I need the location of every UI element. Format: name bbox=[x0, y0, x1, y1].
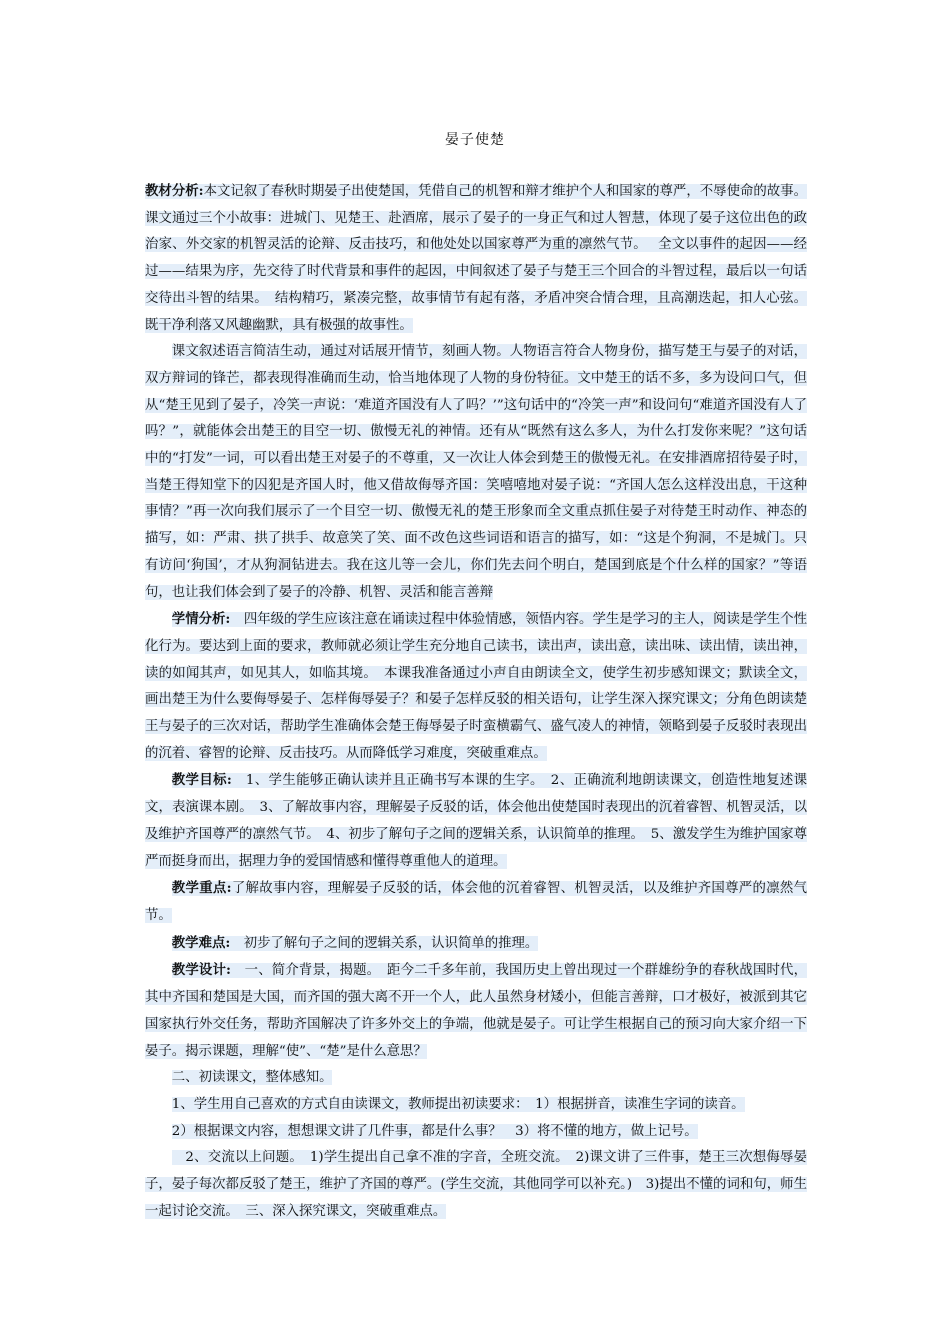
paragraph-language-analysis bbox=[145, 339, 807, 606]
paragraph-text: 二、初读课文，整体感知。 bbox=[171, 1070, 333, 1086]
paragraph-text: 2）根据课文内容，想想课文讲了几件事，都是什么事？ 3）将不懂的地方，做上记号。 bbox=[171, 1123, 698, 1139]
section-label: 教材分析: bbox=[145, 183, 204, 199]
paragraph-step-two-2 bbox=[145, 1145, 807, 1225]
document-title: 晏子使楚 bbox=[445, 132, 505, 148]
paragraph-teaching-difficulty bbox=[145, 930, 807, 958]
paragraph-text: 2、交流以上问题。 1)学生提出自己拿不准的字音，全班交流。 2)课文讲了三件事，楚王三次想侮辱晏子，晏子每次都反驳了楚王，维护了齐国的尊严。(学生交流，其他同学可以补充。) 3)提出不懂的词和句，师生一起讨论交流。 三、深入探究课文，突破重难点。 bbox=[145, 1150, 807, 1219]
paragraph-text: 了解故事内容，理解晏子反驳的话，体会他的沉着睿智、机智灵活，以及维护齐国尊严的凛然气节。 bbox=[145, 881, 807, 923]
section-label: 教学目标: bbox=[171, 772, 232, 789]
paragraph-text: 初步了解句子之间的逻辑关系，认识简单的推理。 bbox=[230, 935, 539, 951]
paragraph-learner-analysis bbox=[145, 606, 807, 767]
section-label: 教学重点: bbox=[171, 880, 232, 897]
paragraph-text: 一、简介背景，揭题。 距今二千多年前，我国历史上曾出现过一个群雄纷争的春秋战国时代，其中齐国和楚国是大国，而齐国的强大离不开一个人，此人虽然身材矮小，但能言善辩，口才极好，被派到其它国家执行外交任务，帮助齐国解决了许多外交上的争端，他就是晏子。可让学生根据自己的预习向大家介绍一下晏子。揭示课题，理解“使”、“楚”是什么意思？ bbox=[145, 963, 807, 1059]
paragraph-teaching-focus bbox=[145, 875, 807, 929]
paragraph-teaching-goals bbox=[145, 767, 807, 875]
section-label: 教学难点: bbox=[171, 934, 231, 951]
paragraph-text: 课文叙述语言简洁生动，通过对话展开情节，刻画人物。人物语言符合人物身份，描写楚王与晏子的对话，双方辩词的锋芒，都表现得准确而生动，恰当地体现了人物的身份特征。文中楚王的话不多，多为设问口气，但从“楚王见到了晏子，冷笑一声说：‘难道齐国没有人了吗？’”这句话中的“冷笑一声”和设问句“难道齐国没有人了吗？”，就能体会出楚王的目空一切、傲慢无礼的神情。还有从“既然有这么多人，为什么打发你来呢？”这句话中的“打发”一词，可以看出楚王对晏子的不尊重，又一次让人体会到楚王的傲慢无礼。在安排酒席招待晏子时，当楚王得知堂下的囚犯是齐国人时，他又借故侮辱齐国：笑嘻嘻地对晏子说：“齐国人怎么这样没出息，干这种事情？”再一次向我们展示了一个目空一切、傲慢无礼的楚王形象而全文重点抓住晏子对待楚王时动作、神态的描写，如：严肃、拱了拱手、故意笑了笑、面不改色这些词语和语言的描写，如：“这是个狗洞，不是城门。只有访问‘狗国’，才从狗洞钻进去。我在这儿等一会儿，你们先去问个明白，楚国到底是个什么样的国家？”等语句，也让我们体会到了晏子的冷静、机智、灵活和能言善辩 bbox=[145, 344, 807, 600]
paragraph-textbook-analysis bbox=[145, 178, 807, 339]
section-label: 学情分析: bbox=[171, 611, 231, 628]
paragraph-text: 本文记叙了春秋时期晏子出使楚国，凭借自己的机智和辩才维护个人和国家的尊严，不辱使命的故事。课文通过三个小故事：进城门、见楚王、赴酒席，展示了晏子的一身正气和过人智慧，体现了晏子这位出色的政治家、外交家的机智灵活的论辩、反击技巧，和他处处以国家尊严为重的凛然气节。 全文以事件的起因——经过——结果为序，先交待了时代背景和事件的起因，中间叙述了晏子与楚王三个回合的斗智过程，最后以一句话交待出斗智的结果。 结构精巧，紧凑完整，故事情节有起有落，矛盾冲突合情合理，且高潮迭起，扣人心弦。既干净利落又风趣幽默，具有极强的故事性。 bbox=[145, 184, 808, 333]
section-label: 教学设计: bbox=[171, 962, 231, 979]
paragraph-step-two-1b bbox=[145, 1119, 807, 1146]
paragraph-step-two bbox=[145, 1065, 807, 1092]
paragraph-text: 四年级的学生应该注意在诵读过程中体验情感，领悟内容。学生是学习的主人，阅读是学生个性化行为。要达到上面的要求，教师就必须让学生充分地自己读书，读出声，读出意，读出味、读出情，读出神，读的如闻其声，如见其人，如临其境。 本课我准备通过小声自由朗读全文，使学生初步感知课文；默读全文，画出楚王为什么要侮辱晏子、怎样侮辱晏子？和晏子怎样反驳的相关语句，让学生深入探究课文；分角色朗读楚王与晏子的三次对话，帮助学生准确体会楚王侮辱晏子时蛮横霸气、盛气凌人的神情，领略到晏子反驳时表现出的沉着、睿智的论辩、反击技巧。从而降低学习难度，突破重难点。 bbox=[145, 612, 807, 761]
paragraph-text: 1、学生能够正确认读并且正确书写本课的生字。 2、正确流利地朗读课文，创造性地复述课文，表演课本剧。 3、了解故事内容，理解晏子反驳的话，体会他出使楚国时表现出的沉着睿智、机智灵活，以及维护齐国尊严的凛然气节。 4、初步了解句子之间的逻辑关系，认识简单的推理。 5、激发学生为维护国家尊严而挺身而出，据理力争的爱国情感和懂得尊重他人的道理。 bbox=[145, 773, 807, 869]
paragraph-text: 1、学生用自己喜欢的方式自由读课文，教师提出初读要求： 1）根据拼音，读准生字词的读音。 bbox=[171, 1096, 745, 1112]
document-body bbox=[145, 178, 807, 1225]
paragraph-teaching-design bbox=[145, 957, 807, 1065]
paragraph-step-two-1 bbox=[145, 1092, 807, 1119]
